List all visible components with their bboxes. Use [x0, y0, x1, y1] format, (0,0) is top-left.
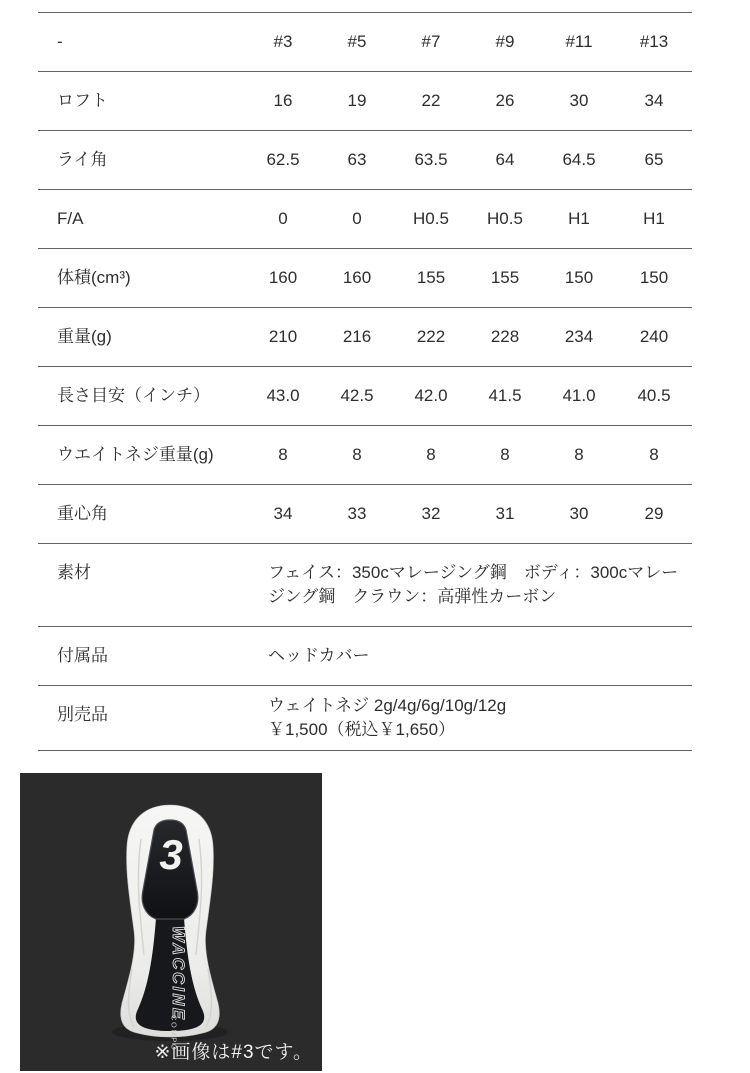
spec-value: 216: [342, 327, 372, 346]
table-row: [38, 249, 692, 308]
row-value-span: [246, 627, 692, 686]
image-caption: ※画像は#3です。: [154, 1042, 313, 1063]
sub-brand-logo-text: COMPO: [169, 1015, 179, 1052]
spec-value: 30: [569, 504, 589, 523]
table-row: [38, 544, 692, 627]
spec-value: 150: [639, 268, 669, 287]
spec-value: 160: [342, 268, 372, 287]
spec-value: 210: [268, 327, 298, 346]
spec-value: 65: [644, 150, 664, 169]
table-row: [38, 485, 692, 544]
spec-value: #3: [273, 32, 293, 51]
table-row: [38, 367, 692, 426]
spec-value: 155: [490, 268, 520, 287]
spec-value: 0: [352, 209, 362, 228]
spec-value: 63.5: [414, 150, 448, 169]
row-label: 重心角: [57, 504, 108, 523]
table-row: [38, 190, 692, 249]
spec-value: 222: [416, 327, 446, 346]
spec-value: #13: [639, 32, 669, 51]
spec-value: 0: [278, 209, 288, 228]
spec-value: 34: [644, 91, 664, 110]
spec-value: 42.0: [414, 386, 448, 405]
spec-value: 19: [347, 91, 367, 110]
spec-value: 155: [416, 268, 446, 287]
spec-value: 8: [426, 445, 436, 464]
table-row: [38, 426, 692, 485]
row-label: 別売品: [57, 705, 108, 724]
spec-value: 31: [495, 504, 515, 523]
spec-value: 42.5: [340, 386, 374, 405]
spec-value: 8: [278, 445, 288, 464]
spec-value: 64.5: [562, 150, 596, 169]
value-line: ￥1,500（税込￥1,650）: [268, 720, 456, 739]
spec-value: 34: [273, 504, 293, 523]
spec-value: 234: [564, 327, 594, 346]
spec-value: 8: [574, 445, 584, 464]
spec-value: 41.5: [488, 386, 522, 405]
spec-value: 41.0: [562, 386, 596, 405]
brand-logo-text: WACCINE: [169, 926, 187, 1022]
row-label: 素材: [57, 563, 91, 582]
spec-value: 8: [500, 445, 510, 464]
table-row: [38, 72, 692, 131]
spec-value: 62.5: [266, 150, 300, 169]
spec-value: 30: [569, 91, 589, 110]
spec-value: 160: [268, 268, 298, 287]
spec-value: 8: [352, 445, 362, 464]
spec-value: #7: [421, 32, 441, 51]
table-row: [38, 131, 692, 190]
spec-value: 64: [495, 150, 515, 169]
row-label: 体積(cm³): [57, 268, 131, 287]
spec-value: H0.5: [413, 209, 449, 228]
spec-table: [38, 12, 692, 751]
row-label: -: [57, 32, 63, 51]
table-row: [38, 13, 692, 72]
table-row: [38, 627, 692, 686]
headcover-number: 3: [159, 831, 183, 878]
headcover-photo: [20, 773, 322, 1071]
row-label: 長さ目安（インチ）: [57, 386, 210, 405]
spec-value: 22: [421, 91, 441, 110]
table-row: [38, 308, 692, 367]
value-line: ヘッドカバー: [268, 646, 370, 665]
spec-value: 32: [421, 504, 441, 523]
row-label: ウエイトネジ重量(g): [57, 445, 214, 464]
spec-value: 43.0: [266, 386, 300, 405]
row-label: F/A: [57, 209, 84, 228]
spec-value: H1: [643, 209, 665, 228]
row-label: 重量(g): [57, 327, 112, 346]
spec-value: 29: [644, 504, 664, 523]
spec-value: 150: [564, 268, 594, 287]
spec-value: H1: [568, 209, 590, 228]
spec-value: 33: [347, 504, 367, 523]
spec-value: 63: [347, 150, 367, 169]
spec-value: #11: [565, 32, 593, 51]
row-label: ロフト: [57, 91, 108, 110]
spec-value: 8: [649, 445, 659, 464]
spec-value: #9: [495, 32, 515, 51]
table-row: [38, 686, 692, 751]
row-value-span: [246, 544, 692, 627]
spec-value: H0.5: [487, 209, 523, 228]
value-line: ウェイトネジ 2g/4g/6g/10g/12g: [268, 696, 507, 715]
spec-value: 16: [273, 91, 293, 110]
row-value-span: [246, 686, 692, 751]
row-label: ライ角: [57, 150, 108, 169]
spec-value: 240: [639, 327, 669, 346]
value-line: フェイス：350cマレージング鋼 ボディ：300cマレージング鋼 クラウン：高弾性カーボン: [268, 563, 679, 606]
spec-table-body: [38, 13, 692, 751]
spec-value: 40.5: [637, 386, 671, 405]
row-label: 付属品: [57, 646, 108, 665]
spec-value: 228: [490, 327, 520, 346]
spec-value: 26: [495, 91, 515, 110]
product-figure: [20, 773, 322, 1071]
spec-value: #5: [347, 32, 367, 51]
